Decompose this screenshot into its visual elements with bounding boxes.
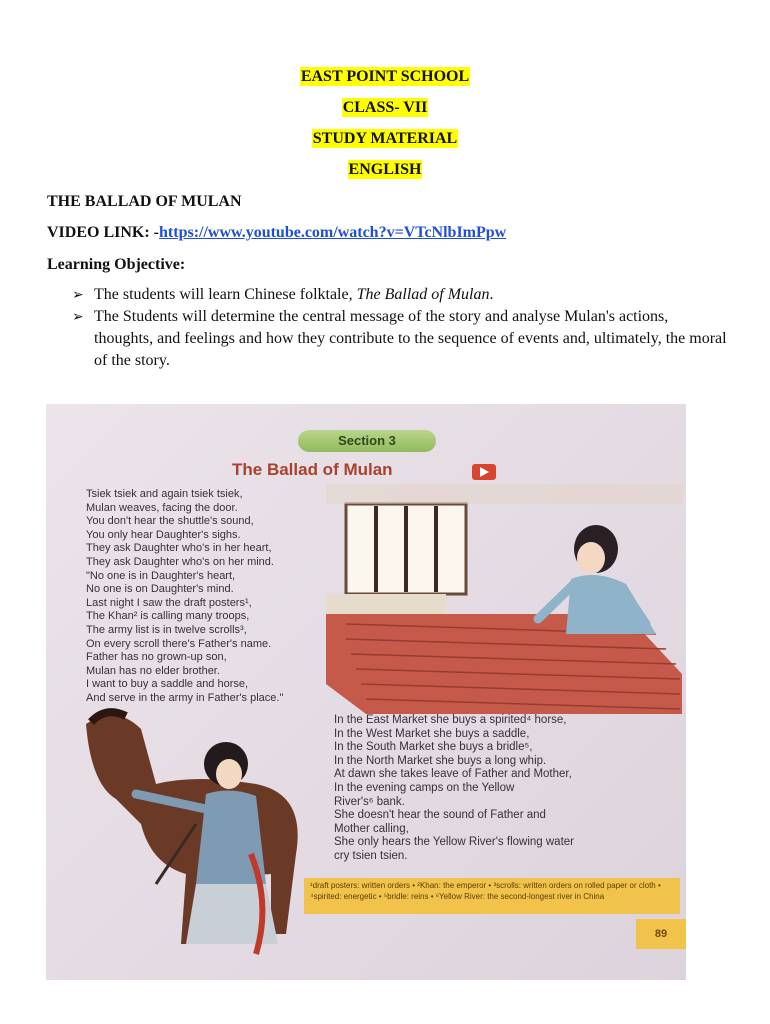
page-number: 89 [636, 919, 686, 949]
objective-text: The Students will determine the central message of the story and analyse Mulan's actions, thoughts, and feelings and how they contribute to the sequence of events and, ultimately, the moral of the story. [94, 308, 727, 369]
textbook-title: The Ballad of Mulan [232, 460, 393, 479]
poem-part-one: Tsiek tsiek and again tsiek tsiek, Mulan weaves, facing the door. You don't hear the shuttle's sound, You only hear Daughter's sighs. They ask Daughter who's in her heart, They ask Daughter who's on her mind. "No one is in Daughter's heart, No one is on Daughter's mind. Last night I saw the draft posters¹, The Khan² is calling many troops, The army list is in twelve scrolls³, On every scroll there's Father's name. Father has no grown-up son, Mulan has no elder brother. I want to buy a saddle and horse, And serve in the army in Father's place." [86, 488, 284, 704]
list-item [70, 306, 730, 372]
objectives-list [70, 284, 730, 372]
section-label: Section 3 [298, 430, 436, 452]
glossary-box: ¹draft posters: written orders • ²Khan: the emperor • ³scrolls: written orders on rolled paper or cloth • ⁴spirited: energetic • ⁵bridle: reins • ⁶Yellow River: the second-longest river in China [304, 878, 680, 914]
video-link-row [47, 224, 506, 242]
arrow-bullet-icon: ➢ [72, 287, 84, 303]
lesson-title: THE BALLAD OF MULAN [47, 193, 242, 210]
subject-label: ENGLISH [348, 161, 422, 178]
horse-illustration [46, 704, 336, 980]
school-name: EAST POINT SCHOOL [300, 68, 470, 85]
objective-text: The students will learn Chinese folktale, [94, 286, 357, 303]
objective-italic: The Ballad of Mulan [356, 286, 490, 303]
weaving-illustration [326, 484, 682, 714]
poem-part-two: In the East Market she buys a spirited⁴ horse, In the West Market she buys a saddle, In the South Market she buys a bridle⁵, In the North Market she buys a long whip. At dawn she takes leave of Father and Mother, In the evening camps on the Yellow River's⁶ bank. She doesn't hear the sound of Father and Mother calling, She only hears the Yellow River's flowing water cry tsien tsien. [334, 714, 574, 862]
textbook-page-photo [46, 404, 686, 980]
arrow-bullet-icon: ➢ [72, 309, 84, 325]
material-label: STUDY MATERIAL [312, 130, 458, 147]
video-link-label: VIDEO LINK: - [47, 224, 160, 241]
list-item [70, 284, 730, 306]
video-link[interactable]: https://www.youtube.com/watch?v=VTcNlbImPpw [159, 224, 507, 241]
objective-heading: Learning Objective: [47, 256, 186, 273]
class-label: CLASS- VII [342, 99, 428, 116]
objective-text-end: . [489, 286, 494, 303]
play-icon [472, 464, 496, 480]
